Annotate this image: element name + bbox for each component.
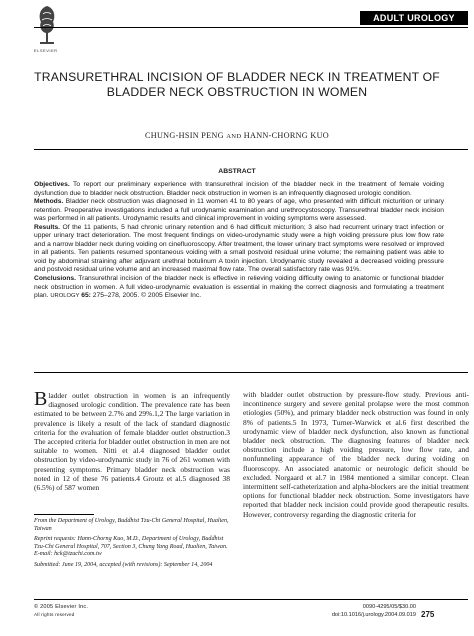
abstract-conclusions [34, 275, 444, 301]
publisher-name: ELSEVIER [34, 48, 58, 53]
footnote-affiliation [34, 518, 232, 533]
body-column-left [34, 388, 230, 493]
intro-text: ladder outlet obstruction in women is an infrequently diagnosed urologic condition. The prevalence rate has been estimated to be between 2.7% and 29%.1,2 The large variation in prevalence is likely a result of the lack of standard diagnostic criteria for the evaluation of female bladder outlet obstruction.3 The accepted criteria for bladder outlet obstruction in men are not suitable to women. Nitti et al.4 diagnosed bladder outlet obstruction by video-urodynamic study in 76 of 261 women with presenting symptoms. Primary bladder neck obstruction was noted in 12 of these 76 patients.4 Groutz et al.5 diagnosed 38 (6.5%) of 587 women [34, 391, 230, 493]
footer-left [34, 603, 88, 619]
footnote-reprint [34, 536, 232, 559]
elsevier-logo [36, 2, 58, 46]
methods-text: Bladder neck obstruction was diagnosed in 11 women 41 to 80 years of age, who presented with difficult micturition or urinary retention. Preoperative investigations included a full urodynamic examination and urethrocystoscopy. Transurethral bladder neck incision was performed in all patients. Urodynamic results and clinical improvement in voiding symptoms were assessed. [34, 198, 444, 223]
author-conjunction: AND [226, 133, 242, 140]
continued-paragraph: with bladder outlet obstruction by pressure-flow study. Previous anti-incontinence surgery and severe genital prolapse were the most common etiologies (50%), and primary bladder neck obstruction was found in only 8% of patients.5 In 1973, Turner-Warwick et al.6 first described the urodynamic view of bladder neck dysfunction, also known as functional bladder neck obstruction. The diagnosing features of bladder neck obstruction include a high voiding pressure, low flow rate, and nonfunneling appearance of the bladder neck during voiding on fluoroscopy. An associated anatomic or neurologic deficit should be excluded. Norgaard et al.7 in 1984 mentioned a similar concept. Clean intermittent self-catheterization and alpha-blockers are the initial treatment options for functional bladder neck obstruction. Some investigators have reported that bladder neck incision could provide good therapeutic results. However, controversy regarding the diagnostic criteria for [243, 390, 469, 519]
doi[interactable]: doi:10.1016/j.urology.2004.09.019 [331, 612, 416, 618]
abstract-results [34, 224, 444, 275]
affiliation-text: From the Department of Urology, Buddhist Tzu-Chi General Hospital, Hualien, Taiwan [34, 518, 229, 532]
objectives-text: To report our preliminary experience with transurethral incision of the bladder neck in the treatment of female voiding dysfunction due to bladder neck obstruction. Bladder neck obstruction in women is an infrequently diagnosed urologic condition. [34, 181, 444, 197]
abstract-top-rule [34, 149, 468, 150]
header-rule [34, 27, 468, 28]
abstract-bottom-rule [34, 372, 468, 373]
drop-cap: B [34, 388, 48, 410]
dates-text: Submitted: June 19, 2004, accepted (with revisions): September 14, 2004 [34, 561, 213, 568]
rights-reserved: All rights reserved [34, 612, 75, 617]
footer-rule [34, 599, 468, 600]
abstract-objectives [34, 181, 444, 198]
footnotes [34, 518, 232, 572]
objectives-label: Objectives. [34, 181, 70, 188]
reprint-text: Reprint requests: Hann-Chorng Kuo, M.D., Department of Urology, Buddhist Tzu-Chi General Hospital, 707, Section 3, Chung Yang Road, Hualien, Taiwan. E-mail: hck@tzuchi.com.tw [34, 536, 228, 557]
citation-rest: 275–278, 2005. © 2005 Elsevier Inc. [90, 292, 202, 300]
copyright: © 2005 Elsevier Inc. [34, 604, 89, 610]
intro-paragraph [34, 388, 230, 493]
conclusions-label: Conclusions. [34, 275, 76, 283]
footnote-dates [34, 562, 232, 570]
section-tag: ADULT UROLOGY [360, 11, 468, 25]
citation-volume: 65: [81, 292, 91, 300]
footer-right [320, 603, 416, 619]
footnote-rule [34, 514, 94, 515]
abstract-heading: ABSTRACT [218, 168, 256, 175]
results-label: Results. [34, 223, 61, 231]
author-2: HANN-CHORNG KUO [243, 131, 330, 140]
article-title: TRANSURETHRAL INCISION OF BLADDER NECK IN TREATMENT OF BLADDER NECK OBSTRUCTION IN WOMEN [34, 70, 440, 99]
author-1: CHUNG-HSIN PENG [144, 131, 224, 140]
methods-label: Methods. [34, 198, 64, 206]
abstract-body [34, 181, 444, 301]
page-number: 275 [421, 610, 435, 619]
issn: 0090-4295/05/$30.00 [362, 604, 416, 610]
body-column-right [243, 390, 469, 519]
citation-journal: UROLOGY [50, 293, 80, 300]
results-text: Of the 11 patients, 5 had chronic urinary retention and 6 had difficult micturition; 3 also had recurrent urinary tract infection or upper urinary tract deterioration. The most frequent findings on video-urodynamic study were a high voiding pressure plus low flow rate and a narrow bladder neck during voiding on cinefluoroscopy. After treatment, the lower urinary tract symptoms were resolved or improved in all patients. Ten patients resumed spontaneous voiding with a small postvoid residual urine volume; the remaining patient was able to void by abdominal straining after adjuvant urethral botulinum A toxin injection. Urodynamic study revealed a decreased voiding pressure and postvoid residual urine volume and an increased maximal flow rate. The overall satisfactory rate was 91%. [34, 223, 444, 274]
author-line [34, 131, 440, 140]
abstract-methods [34, 198, 444, 224]
conclusions-text: Transurethral incision of the bladder neck is effective in relieving voiding difficulty owing to anatomic or functional bladder neck obstruction in women. A full video-urodynamic evaluation is essential in making the correct diagnosis and formulating a treatment plan. [34, 275, 444, 300]
